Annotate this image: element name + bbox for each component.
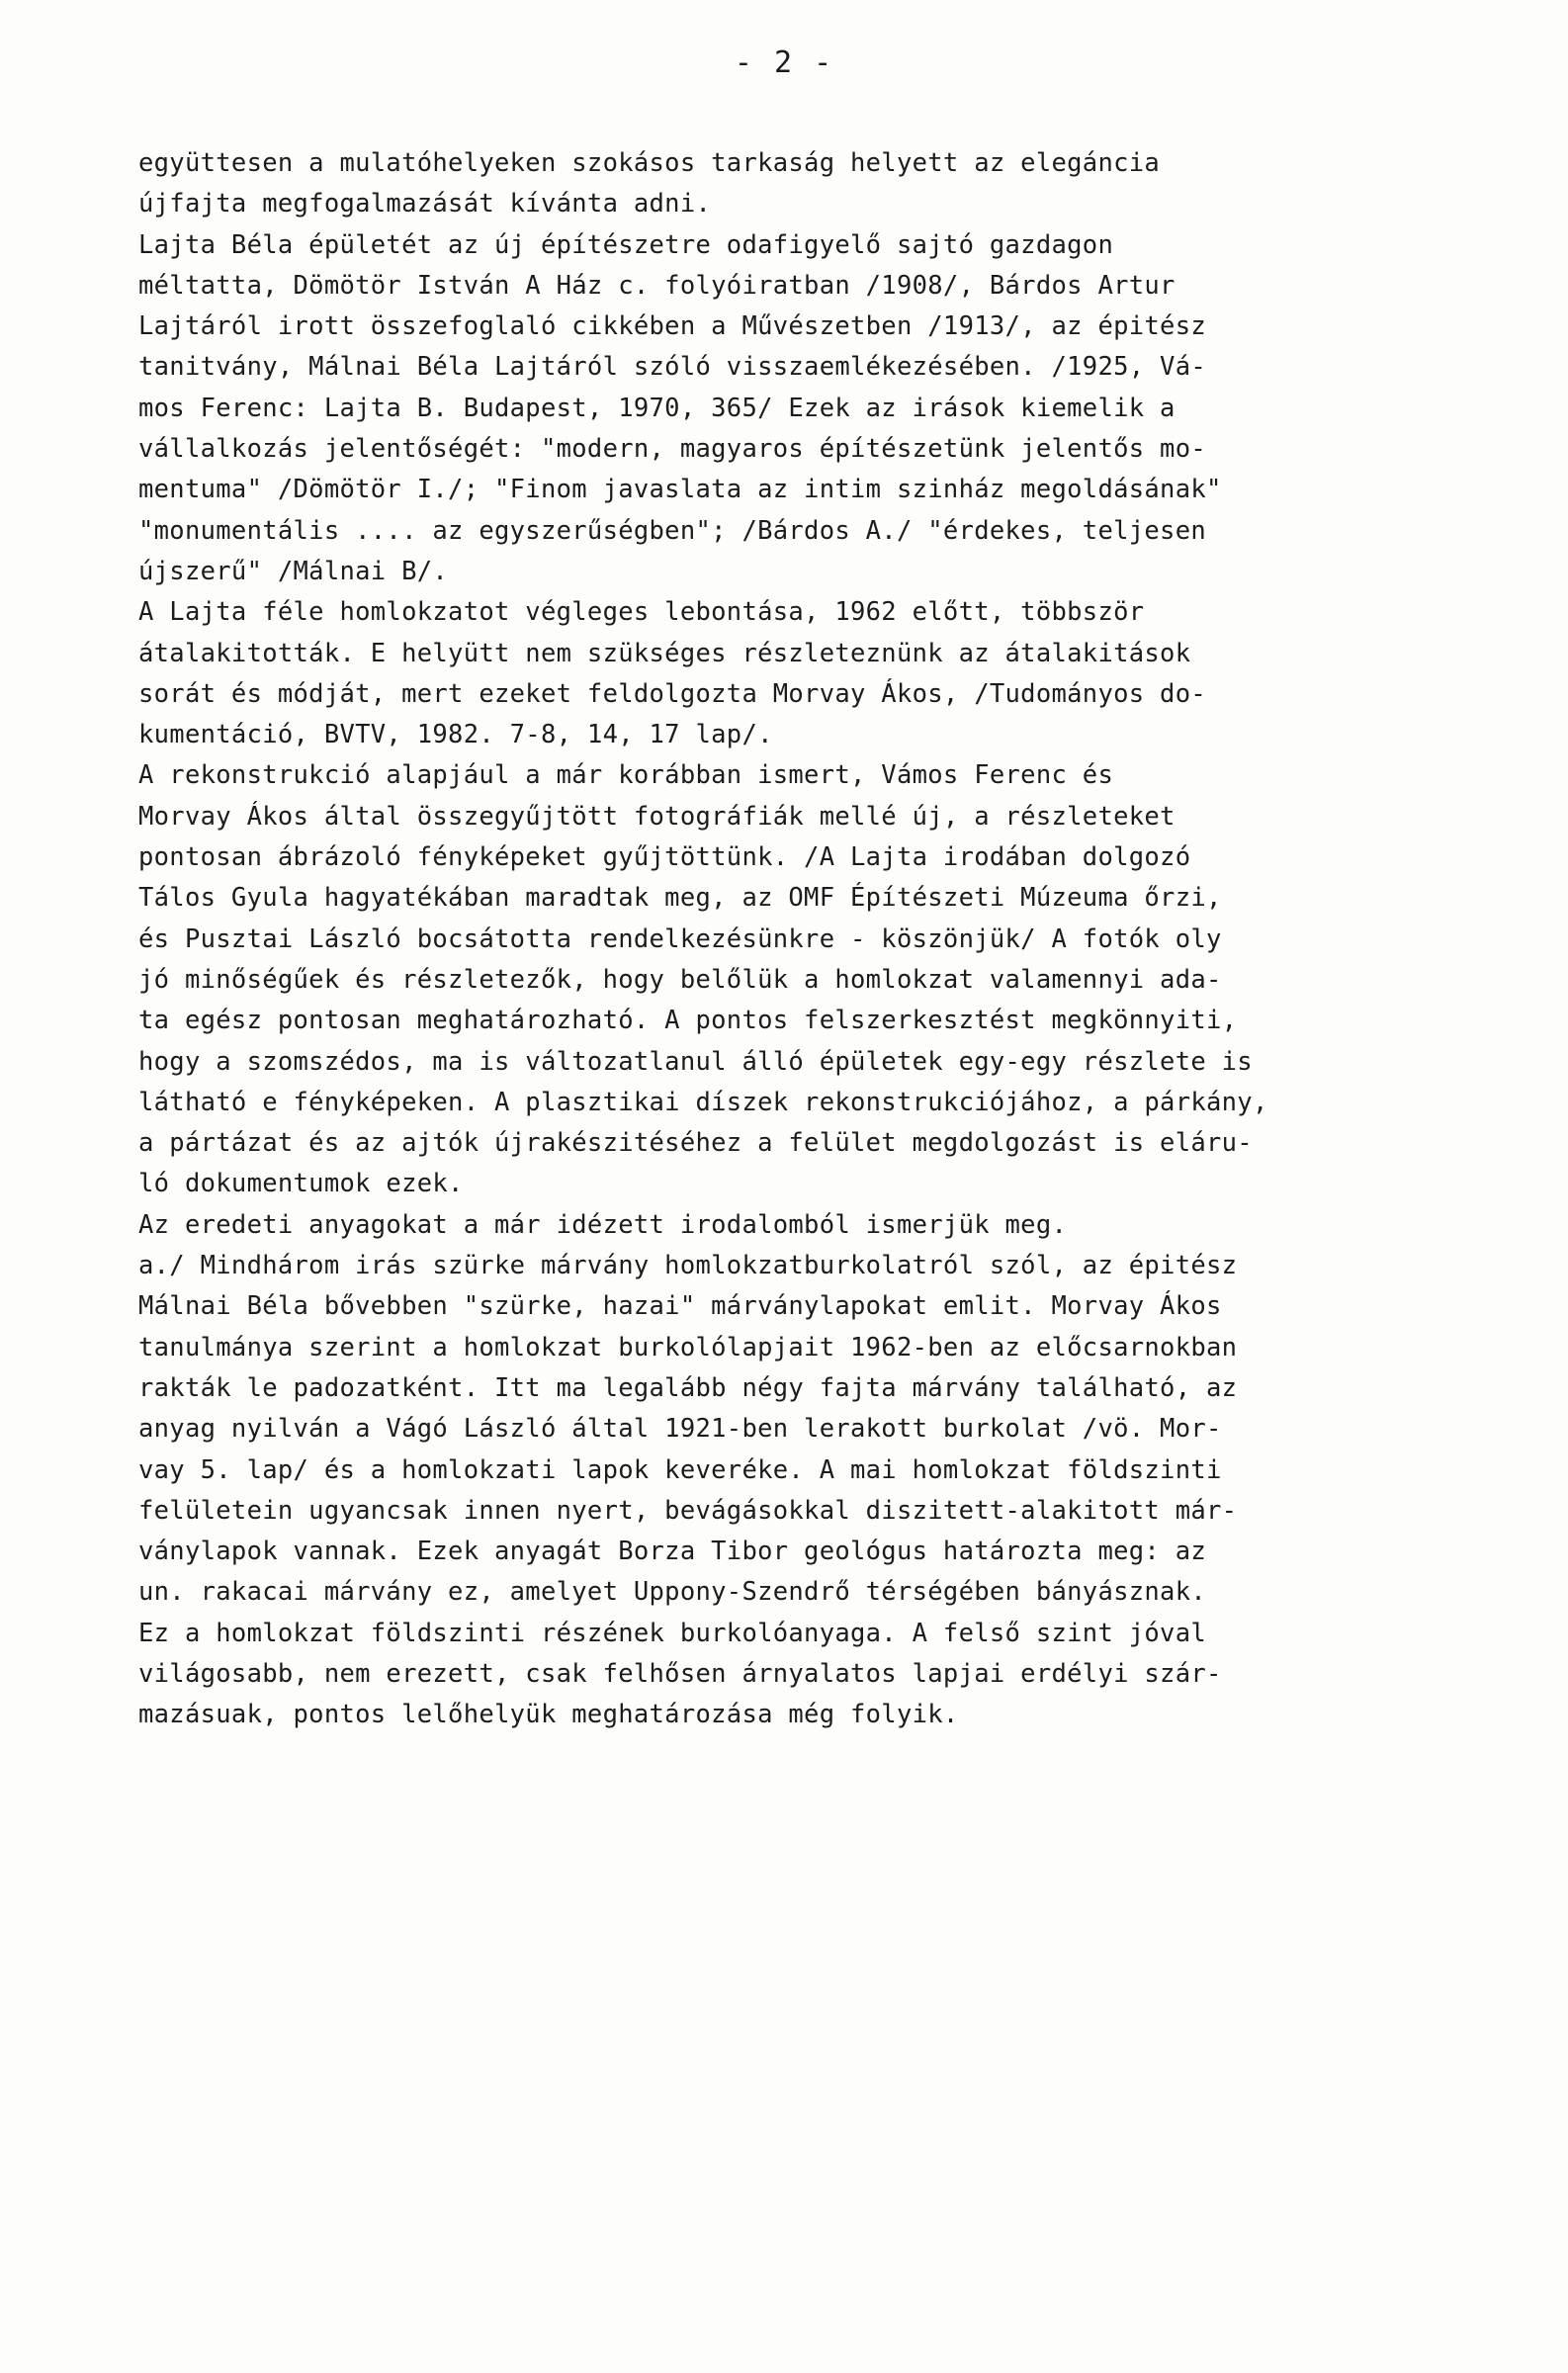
text-line: átalakitották. E helyütt nem szükséges részleteznünk az átalakitások [138,638,1191,668]
text-line: hogy a szomszédos, ma is változatlanul álló épületek egy-egy részlete is [138,1046,1253,1077]
text-line: Málnai Béla bővebben "szürke, hazai" márványlapokat emlit. Morvay Ákos [138,1291,1222,1322]
text-line: vay 5. lap/ és a homlokzati lapok keveréke. A mai homlokzat földszinti [138,1454,1222,1485]
text-line: sorát és módját, mert ezeket feldolgozta Morvay Ákos, /Tudományos do- [138,678,1207,709]
text-line: együttesen a mulatóhelyeken szokásos tarkaság helyett az elegáncia [138,148,1161,178]
text-line: felületein ugyancsak innen nyert, bevágásokkal diszitett-alakitott már- [138,1495,1238,1526]
text-line: mazásuak, pontos lelőhelyük meghatározása még folyik. [138,1700,959,1730]
text-line: Tálos Gyula hagyatékában maradtak meg, az OMF Építészeti Múzeuma őrzi, [138,883,1222,914]
text-line: a./ Mindhárom irás szürke márvány homlokzatburkolatról szól, az épitész [138,1251,1238,1281]
text-line: Lajta Béla épületét az új építészetre odafigyelő sajtó gazdagon [138,229,1114,260]
text-line: "monumentális .... az egyszerűségben"; /Bárdos A./ "érdekes, teljesen [138,515,1207,546]
text-line: Ez a homlokzat földszinti részének burkolóanyaga. A felső szint jóval [138,1618,1207,1648]
text-line: Morvay Ákos által összegyűjtött fotográfiák mellé új, a részleteket [138,801,1176,832]
text-line: kumentáció, BVTV, 1982. 7-8, 14, 17 lap/. [138,720,773,750]
text-line: A rekonstrukció alapjául a már korábban ismert, Vámos Ferenc és [138,760,1114,791]
text-line: vállalkozás jelentőségét: "modern, magyaros építészetünk jelentős mo- [138,434,1207,465]
text-line: látható e fényképeken. A plasztikai díszek rekonstrukciójához, a párkány, [138,1087,1268,1117]
text-line: mos Ferenc: Lajta B. Budapest, 1970, 365/ Ezek az irások kiemelik a [138,393,1176,423]
text-line: tanulmánya szerint a homlokzat burkolólapjait 1962-ben az előcsarnokban [138,1332,1238,1362]
text-line: un. rakacai márvány ez, amelyet Uppony-Szendrő térségében bányásznak. [138,1577,1207,1608]
text-line: rakták le padozatként. Itt ma legalább négy fajta márvány található, az [138,1372,1238,1403]
text-line: Az eredeti anyagokat a már idézett irodalomból ismerjük meg. [138,1209,1068,1240]
text-line: pontosan ábrázoló fényképeket gyűjtöttünk. /A Lajta irodában dolgozó [138,842,1191,873]
text-line: A Lajta féle homlokzatot végleges lebontása, 1962 előtt, többször [138,597,1145,628]
text-line: ványlapok vannak. Ezek anyagát Borza Tibor geológus határozta meg: az [138,1537,1207,1567]
text-line: újfajta megfogalmazását kívánta adni. [138,189,712,220]
text-line: anyag nyilván a Vágó László által 1921-ben lerakott burkolat /vö. Mor- [138,1414,1222,1445]
text-line: újszerű" /Málnai B/. [138,556,449,586]
page-number: - 2 - [734,45,834,80]
text-line: tanitvány, Málnai Béla Lajtáról szóló visszaemlékezésében. /1925, Vá- [138,352,1207,383]
text-line: és Pusztai László bocsátotta rendelkezésünkre - köszönjük/ A fotók oly [138,923,1222,954]
text-line: jó minőségűek és részletezők, hogy belőlük a homlokzat valamennyi ada- [138,964,1222,995]
text-line: ló dokumentumok ezek. [138,1169,464,1199]
body-text [138,143,1513,1736]
text-line: mentuma" /Dömötör I./; "Finom javaslata az intim szinház megoldásának" [138,475,1222,505]
text-line: a pártázat és az ajtók újrakészitéséhez a felület megdolgozást is eláru- [138,1128,1253,1159]
text-line: méltatta, Dömötör István A Ház c. folyóiratban /1908/, Bárdos Artur [138,270,1176,301]
text-line: ta egész pontosan meghatározható. A pontos felszerkesztést megkönnyiti, [138,1006,1238,1036]
text-line: Lajtáról irott összefoglaló cikkében a Művészetben /1913/, az épitész [138,311,1207,342]
text-line: világosabb, nem erezett, csak felhősen árnyalatos lapjai erdélyi szár- [138,1658,1222,1689]
